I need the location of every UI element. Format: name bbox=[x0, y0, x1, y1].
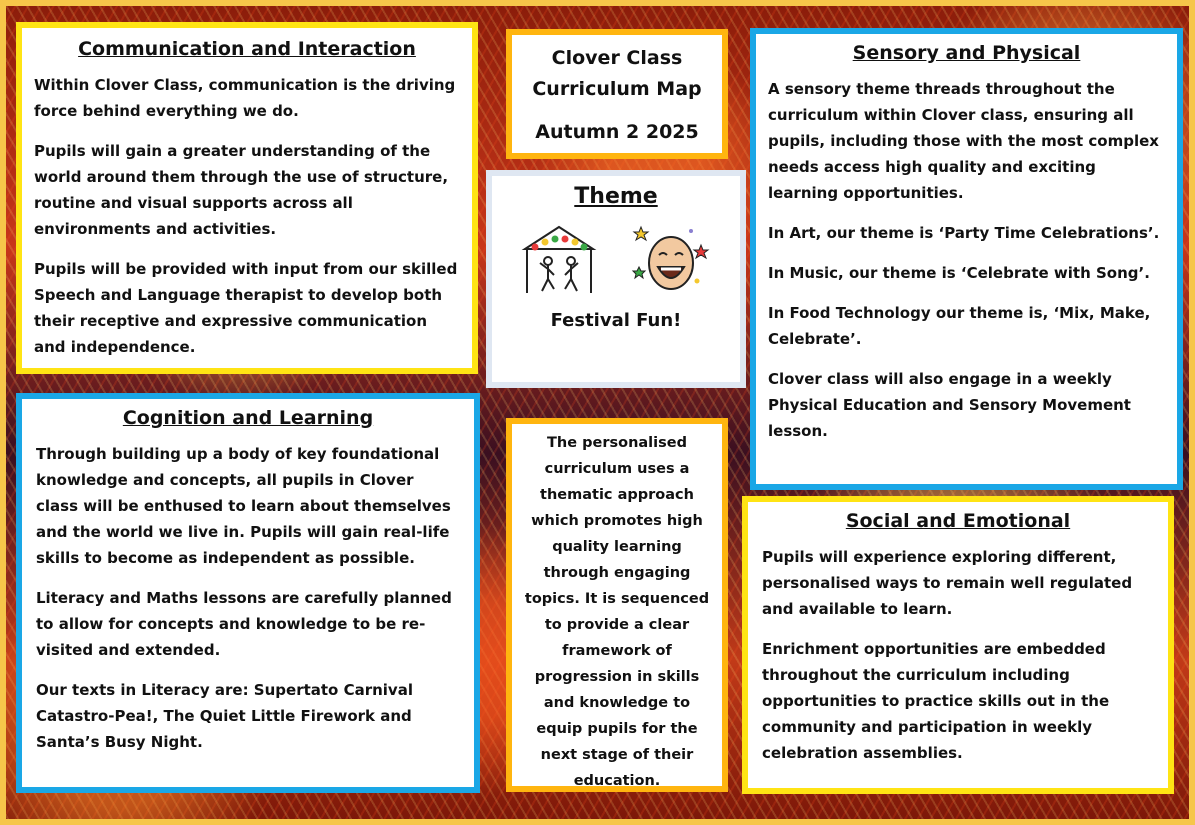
class-title: Clover Class bbox=[551, 47, 683, 69]
communication-paragraph: Pupils will be provided with input from our skilled Speech and Language therapist to develop both their receptive and expressive communication and independence. bbox=[34, 260, 458, 356]
social-panel bbox=[742, 496, 1174, 794]
sensory-paragraph: In Food Technology our theme is, ‘Mix, Make, Celebrate’. bbox=[768, 304, 1151, 348]
social-paragraph: Enrichment opportunities are embedded throughout the curriculum including opportunities to practice skills out in the community and participation in weekly celebration assemblies. bbox=[762, 640, 1110, 762]
sensory-heading: Sensory and Physical bbox=[852, 42, 1081, 64]
social-heading: Social and Emotional bbox=[845, 510, 1071, 532]
cognition-paragraph: Our texts in Literacy are: Supertato Carnival Catastro-Pea!, The Quiet Little Firework and Santa’s Busy Night. bbox=[36, 681, 413, 751]
curriculum-panel bbox=[506, 418, 728, 792]
party-tent-icon bbox=[521, 223, 597, 297]
cognition-paragraph: Literacy and Maths lessons are carefully planned to allow for concepts and knowledge to be re-visited and extended. bbox=[36, 589, 452, 659]
theme-caption: Festival Fun! bbox=[550, 310, 682, 331]
theme-panel bbox=[486, 170, 746, 388]
theme-heading: Theme bbox=[574, 184, 658, 209]
cognition-heading: Cognition and Learning bbox=[122, 407, 374, 429]
term-label: Autumn 2 2025 bbox=[535, 121, 699, 143]
sensory-paragraph: In Art, our theme is ‘Party Time Celebrations’. bbox=[768, 224, 1160, 242]
curriculum-map-title: Curriculum Map bbox=[532, 78, 702, 100]
communication-panel bbox=[16, 22, 478, 374]
curriculum-text: The personalised curriculum uses a thematic approach which promotes high quality learning through engaging topics. It is sequenced to provide a clear framework of progression in skills and knowledge to equip pupils for the next stage of their education. bbox=[524, 435, 710, 789]
sensory-panel bbox=[750, 28, 1183, 490]
cognition-paragraph: Through building up a body of key foundational knowledge and concepts, all pupils in Clover class will be enthused to learn about themselves and the world we live in. Pupils will gain real-life skills to become as independent as possible. bbox=[36, 445, 451, 567]
theme-pictures bbox=[502, 223, 730, 297]
sensory-paragraph: Clover class will also engage in a weekly Physical Education and Sensory Movement lesson. bbox=[768, 370, 1131, 440]
communication-heading: Communication and Interaction bbox=[78, 38, 416, 60]
sensory-paragraph: A sensory theme threads throughout the curriculum within Clover class, ensuring all pupils, including those with the most complex needs access high quality and exciting learning opportunities. bbox=[768, 80, 1159, 202]
cognition-panel bbox=[16, 393, 480, 793]
communication-paragraph: Within Clover Class, communication is the driving force behind everything we do. bbox=[34, 76, 456, 120]
communication-paragraph: Pupils will gain a greater understanding of the world around them through the use of structure, routine and visual supports across all environments and activities. bbox=[34, 142, 449, 238]
social-paragraph: Pupils will experience exploring different, personalised ways to remain well regulated and available to learn. bbox=[762, 548, 1133, 618]
sensory-paragraph: In Music, our theme is ‘Celebrate with Song’. bbox=[768, 264, 1150, 282]
laughing-face-icon bbox=[631, 223, 711, 297]
title-panel bbox=[506, 29, 728, 159]
